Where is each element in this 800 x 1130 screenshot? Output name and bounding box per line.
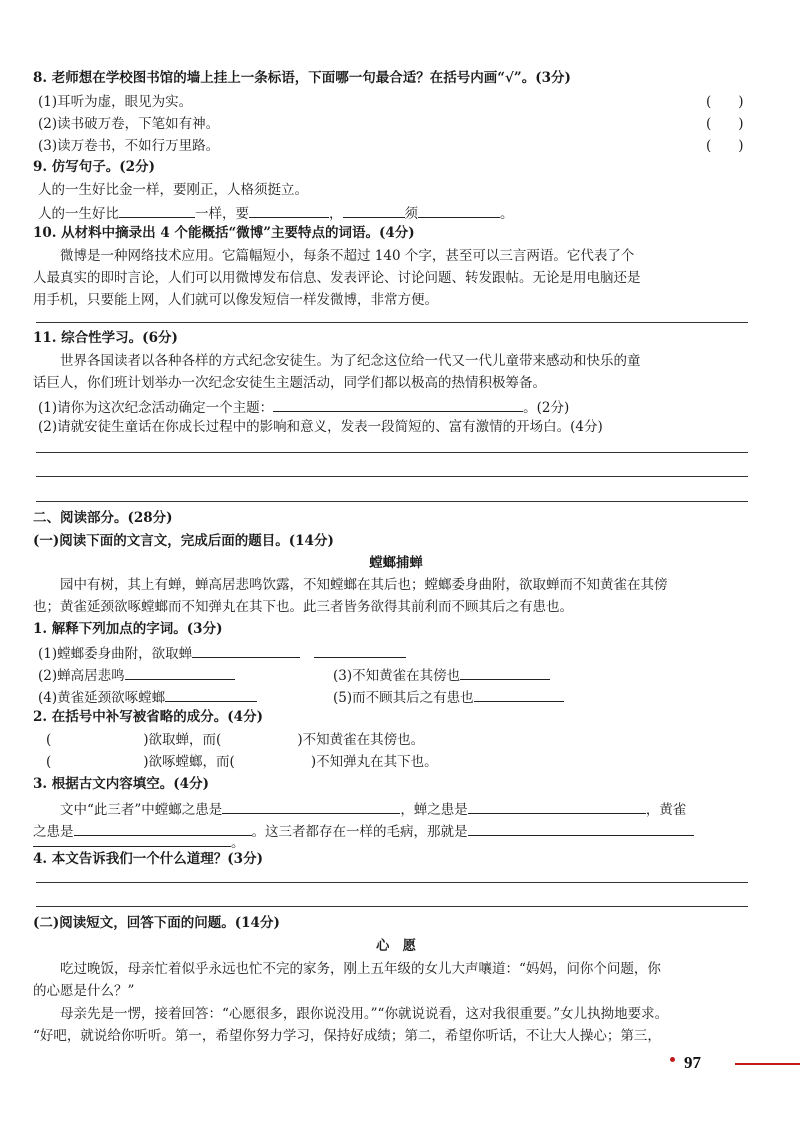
r1-item-4-text: (4)黄雀延颈欲啄螳螂 <box>38 690 166 706</box>
r1-item-1-text: (1)螳螂委身曲附，欲取蝉 <box>38 646 193 662</box>
r4-stem: 4. 本文告诉我们一个什么道理？(3分) <box>33 851 263 867</box>
q10-material-line-3: 用手机，只要能上网，人们就可以像发短信一样发微博，非常方便。 <box>33 292 438 308</box>
r2-line-1-mid: )欲取蝉，而( <box>143 732 222 748</box>
r4-answer-line-2[interactable] <box>36 906 748 907</box>
r2-line-2-end: )不知弹丸在其下也。 <box>310 754 438 770</box>
r2-stem: 2. 在括号中补写被省略的成分。(4分) <box>33 709 263 725</box>
r3-text-3: ，黄雀 <box>645 802 687 818</box>
r2-line-1-open: ( <box>46 732 52 748</box>
r1-blank-2[interactable] <box>125 667 235 680</box>
q9-text-1: 人的一生好比 <box>38 206 119 222</box>
q9-text-3: ， <box>329 206 343 222</box>
q11-answer-line-3[interactable] <box>36 501 748 502</box>
q11-answer-line-2[interactable] <box>36 476 748 477</box>
passage-title: 螳螂捕蝉 <box>369 555 423 571</box>
r3-blank-5[interactable] <box>33 834 231 847</box>
q11-sub1-end: 。(2分) <box>523 400 570 416</box>
q8-stem: 8. 老师想在学校图书馆的墙上挂上一条标语，下面哪一句最合适？在括号内画“√”。(3分) <box>33 70 571 86</box>
q8-answer-paren-1[interactable]: ( ) <box>706 94 744 110</box>
q8-answer-paren-3[interactable]: ( ) <box>706 138 744 154</box>
r1-item-1 <box>38 645 406 662</box>
r3-blank-4[interactable] <box>468 823 694 836</box>
q11-sub1-text: (1)请你为这次纪念活动确定一个主题： <box>38 400 274 416</box>
r3-blank-2[interactable] <box>468 801 646 814</box>
passage2-line-3: 母亲先是一愣，接着回答：“心愿很多，跟你说没用。”“你就说说看，这对我很重要。”女儿执拗地要求。 <box>60 1006 669 1022</box>
r3-text-4: 之患是 <box>33 824 74 840</box>
q10-stem: 10. 从材料中摘录出 4 个能概括“微博”主要特点的词语。(4分) <box>33 225 415 241</box>
part2-title: (二)阅读短文，回答下面的问题。(14分) <box>33 915 280 931</box>
r1-item-5 <box>333 689 564 706</box>
q11-sub2: (2)请就安徒生童话在你成长过程中的影响和意义，发表一段简短的、富有激情的开场白。(4分) <box>38 419 603 435</box>
passage-line-1: 园中有树，其上有蝉，蝉高居悲鸣饮露，不知螳螂在其后也；螳螂委身曲附，欲取蝉而不知黄雀在其傍 <box>60 577 668 593</box>
q9-example: 人的一生好比金一样，要刚正，人格须挺立。 <box>38 182 308 198</box>
q8-option-2: (2)读书破万卷，下笔如有神。 <box>38 116 220 132</box>
q11-sub1 <box>38 399 569 416</box>
q8-answer-paren-2[interactable]: ( ) <box>706 116 744 132</box>
passage2-line-1: 吃过晚饭，母亲忙着似乎永远也忙不完的家务，刚上五年级的女儿大声嚷道：“妈妈，问你个问题，你 <box>60 961 661 977</box>
q9-text-2: 一样，要 <box>195 206 249 222</box>
q9-imitation <box>38 205 514 222</box>
page-number-rule <box>735 1063 800 1065</box>
r3-text-1: 文中“此三者”中螳螂之患是 <box>60 802 223 818</box>
q9-stem: 9. 仿写句子。(2分) <box>33 159 155 175</box>
r1-item-3 <box>333 667 550 684</box>
q11-stem: 11. 综合性学习。(6分) <box>33 330 178 346</box>
r1-blank-1b[interactable] <box>314 645 406 658</box>
q11-theme-blank[interactable] <box>273 399 523 412</box>
q10-material-line-2: 人最真实的即时言论，人们可以用微博发布信息、发表评论、讨论问题、转发跟帖。无论是用电脑还是 <box>33 270 641 286</box>
r3-line-3 <box>33 834 245 851</box>
q8-option-1: (1)耳听为虚，眼见为实。 <box>38 94 193 110</box>
section2-title: 二、阅读部分。(28分) <box>33 510 173 526</box>
r1-item-4 <box>38 689 257 706</box>
r1-item-5-text: (5)而不顾其后之有患也 <box>333 690 474 706</box>
q9-blank-1[interactable] <box>119 205 195 218</box>
r2-line-2-open: ( <box>46 754 52 770</box>
r1-item-2 <box>38 667 235 684</box>
r3-stem: 3. 根据古文内容填空。(4分) <box>33 776 209 792</box>
page-number: 97 <box>684 1053 701 1072</box>
r1-blank-5[interactable] <box>474 689 564 702</box>
q10-material-line-1: 微博是一种网络技术应用。它篇幅短小，每条不超过 140 个字，甚至可以三言两语。它代表了个 <box>60 248 635 264</box>
r1-blank-1a[interactable] <box>192 645 300 658</box>
q9-blank-2[interactable] <box>249 205 329 218</box>
passage2-line-2: 的心愿是什么？” <box>33 983 135 999</box>
page-number-dot <box>670 1057 675 1062</box>
r3-text-6: 。 <box>231 835 245 851</box>
passage2-title: 心 愿 <box>375 938 417 954</box>
r3-blank-1[interactable] <box>222 801 400 814</box>
r3-text-5: 。这三者都存在一样的毛病，那就是 <box>251 824 468 840</box>
r1-item-3-text: (3)不知黄雀在其傍也 <box>333 668 461 684</box>
passage-line-2: 也；黄雀延颈欲啄螳螂而不知弹丸在其下也。此三者皆务欲得其前利而不顾其后之有患也。 <box>33 599 573 615</box>
r1-blank-3[interactable] <box>460 667 550 680</box>
r2-line-2 <box>46 756 438 770</box>
q9-blank-3[interactable] <box>343 205 405 218</box>
r2-line-1-end: )不知黄雀在其傍也。 <box>297 732 425 748</box>
q11-material-line-2: 话巨人，你们班计划举办一次纪念安徒生主题活动，同学们都以极高的热情积极筹备。 <box>33 375 546 391</box>
r4-answer-line-1[interactable] <box>36 882 748 883</box>
passage2-line-4: “好吧，就说给你听听。第一，希望你努力学习，保持好成绩；第二，希望你听话，不让大人操心；第三， <box>33 1028 661 1044</box>
r1-stem: 1. 解释下列加点的字词。(3分) <box>33 621 223 637</box>
r1-blank-4[interactable] <box>165 689 257 702</box>
r2-line-2-mid: )欲啄螳螂，而( <box>143 754 235 770</box>
q8-option-3: (3)读万卷书，不如行万里路。 <box>38 138 220 154</box>
q9-text-5: 。 <box>500 206 514 222</box>
r3-text-2: ，蝉之患是 <box>400 802 468 818</box>
part1-title: (一)阅读下面的文言文，完成后面的题目。(14分) <box>33 533 334 549</box>
q11-material-line-1: 世界各国读者以各种各样的方式纪念安徒生。为了纪念这位给一代又一代儿童带来感动和快乐的童 <box>60 353 641 369</box>
q9-blank-4[interactable] <box>418 205 500 218</box>
q10-answer-line[interactable] <box>36 322 748 323</box>
r2-line-1 <box>46 734 424 748</box>
r1-item-2-text: (2)蝉高居悲鸣 <box>38 668 125 684</box>
q11-answer-line-1[interactable] <box>36 452 748 453</box>
r3-line-1 <box>60 801 686 818</box>
q9-text-4: 须 <box>404 206 418 222</box>
